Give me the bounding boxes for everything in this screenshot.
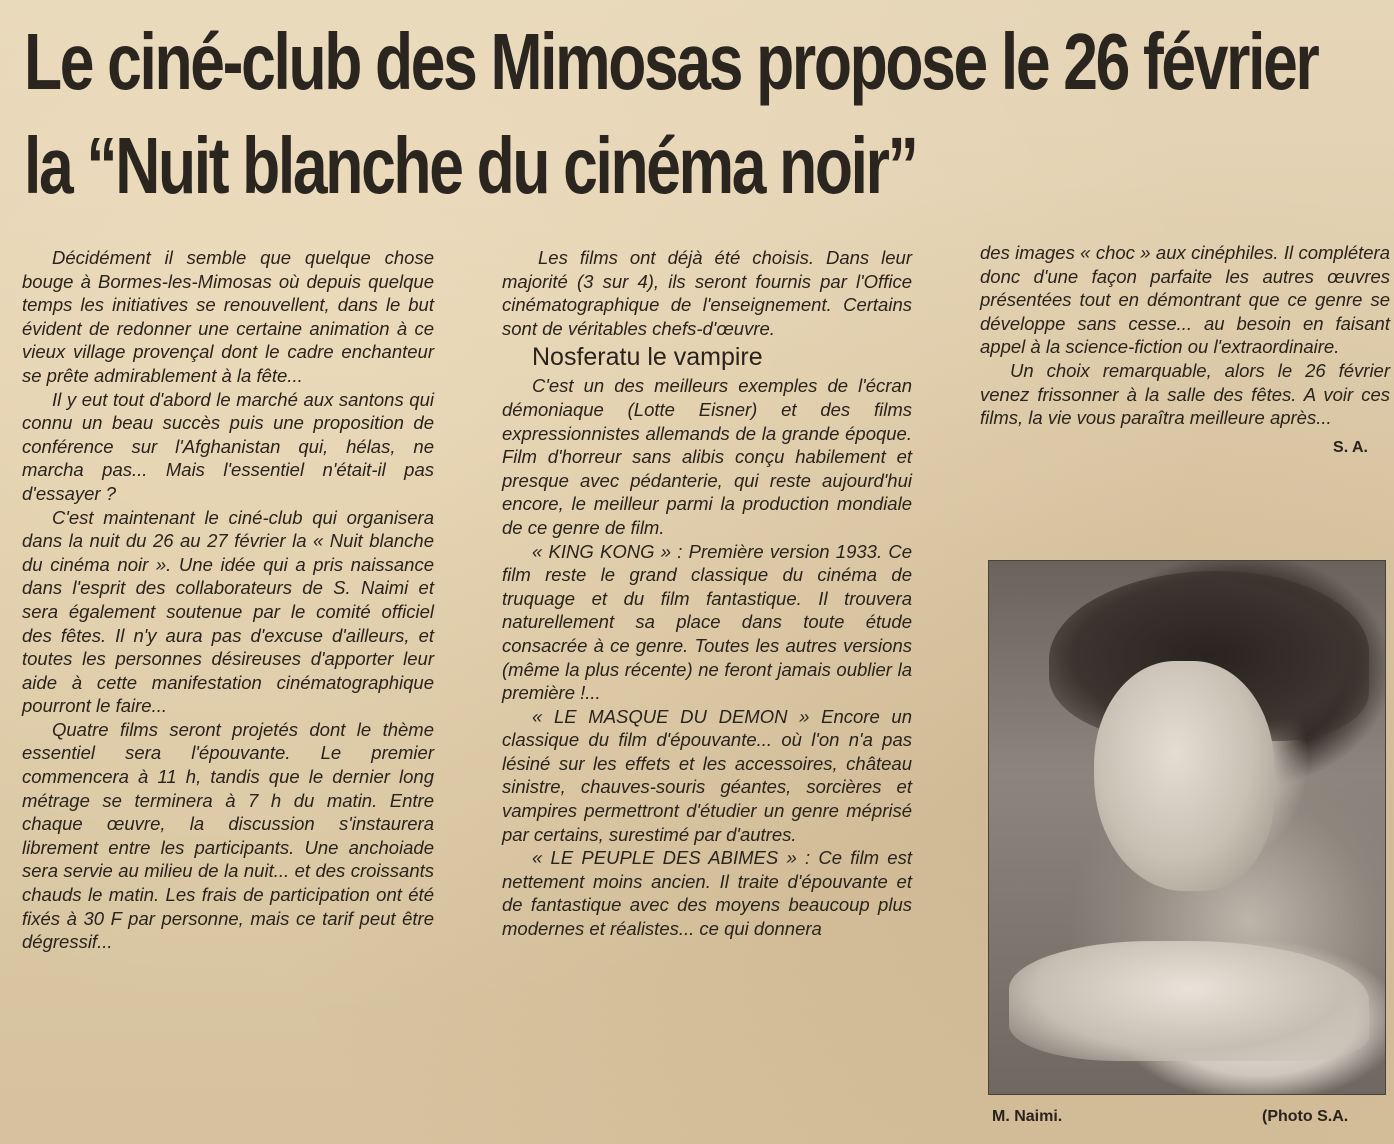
subheading: Nosferatu le vampire: [532, 343, 763, 372]
paragraph: C'est maintenant le ciné-club qui organisera dans la nuit du 26 au 27 février la « Nuit blanche du cinéma noir ». Une idée qui a pris naissance dans l'esprit des collaborateurs de S. Naimi et sera également soutenue par le comité officiel des fêtes. Il n'y aura pas d'excuse d'ailleurs, et toutes les personnes désireuses d'apporter leur aide à cette manifestation cinématographique pourront le faire...: [22, 506, 434, 717]
paragraph: « LE PEUPLE DES ABIMES » : Ce film est nettement moins ancien. Il traite d'épouvante et de fantastique avec des moyens beaucoup plus modernes et réalistes... ce qui donnera: [502, 847, 912, 940]
paragraph: « LE MASQUE DU DEMON » Encore un classique du film d'épouvante... où l'on n'a pas lésiné sur les effets et les accessoires, château sinistre, chauves-souris géantes, sorcières et vampires permettront d'étudier un genre méprisé par certains, surestimé par d'autres.: [502, 705, 912, 845]
headline-line-2: la “Nuit blanche du cinéma noir”: [24, 121, 917, 210]
photo-caption-credit: (Photo S.A.: [1262, 1108, 1349, 1125]
portrait-photo: [988, 560, 1386, 1095]
paragraph: Un choix remarquable, alors le 26 février venez frissonner à la salle des fêtes. A voir ces films, la vie vous paraîtra meilleure après...: [980, 359, 1390, 429]
headline-line-1: Le ciné-club des Mimosas propose le 26 février: [24, 17, 1318, 106]
column-3: [980, 241, 1390, 459]
photo-face: [1094, 661, 1274, 891]
paragraph: Quatre films seront projetés dont le thème essentiel sera l'épouvante. Le premier commencera à 11 h, tandis que le dernier long métrage se terminera à 7 h du matin. Entre chaque œuvre, la discussion s'instaurera librement entre les participants. Une anchoiade sera servie au milieu de la nuit... et des croissants chauds le matin. Les frais de participation ont été fixés à 30 F par personne, mais ce tarif peut être dégressif...: [22, 718, 434, 953]
photo-arm: [1009, 941, 1369, 1061]
column-2: [502, 246, 912, 941]
photo-caption-name: M. Naimi.: [992, 1108, 1063, 1125]
headline: [24, 14, 1384, 222]
column-1: [22, 246, 434, 954]
paragraph: Il y eut tout d'abord le marché aux santons qui connu un beau succès puis une proposition de conférence sur l'Afghanistan qui, hélas, ne marcha pas... Mais l'essentiel n'était-il pas d'essayer ?: [22, 388, 434, 504]
paragraph: « KING KONG » : Première version 1933. Ce film reste le grand classique du cinéma de truquage et du film fantastique. Il trouvera naturellement sa place dans toute étude consacrée à ce genre. Toutes les autres versions (même la plus récente) ne feront jamais oublier la première !...: [502, 540, 912, 704]
paragraph: des images « choc » aux cinéphiles. Il complétera donc d'une façon parfaite les autres œuvres présentées tout en démontrant que ce genre se développe sans cesse... au besoin en faisant appel à la science-fiction ou l'extraordinaire.: [980, 242, 1390, 358]
paragraph: Les films ont déjà été choisis. Dans leur majorité (3 sur 4), ils seront fournis par l'Office cinématographique de l'enseignement. Certains sont de véritables chefs-d'œuvre.: [502, 247, 912, 339]
paragraph: Décidément il semble que quelque chose bouge à Bormes-les-Mimosas où depuis quelque temps les initiatives se renouvellent, dans le but évident de redonner une certaine animation à ce vieux village provençal dont le cadre enchanteur se prête admirablement à la fête...: [22, 247, 434, 386]
paragraph: C'est un des meilleurs exemples de l'écran démoniaque (Lotte Eisner) et des films expressionnistes allemands de la grande époque. Film d'horreur sans alibis conçu habilement et presque avec pédanterie, qui reste aujourd'hui encore, le meilleur parmi la production mondiale de ce genre de film.: [502, 375, 912, 538]
signature: S. A.: [1333, 438, 1368, 456]
